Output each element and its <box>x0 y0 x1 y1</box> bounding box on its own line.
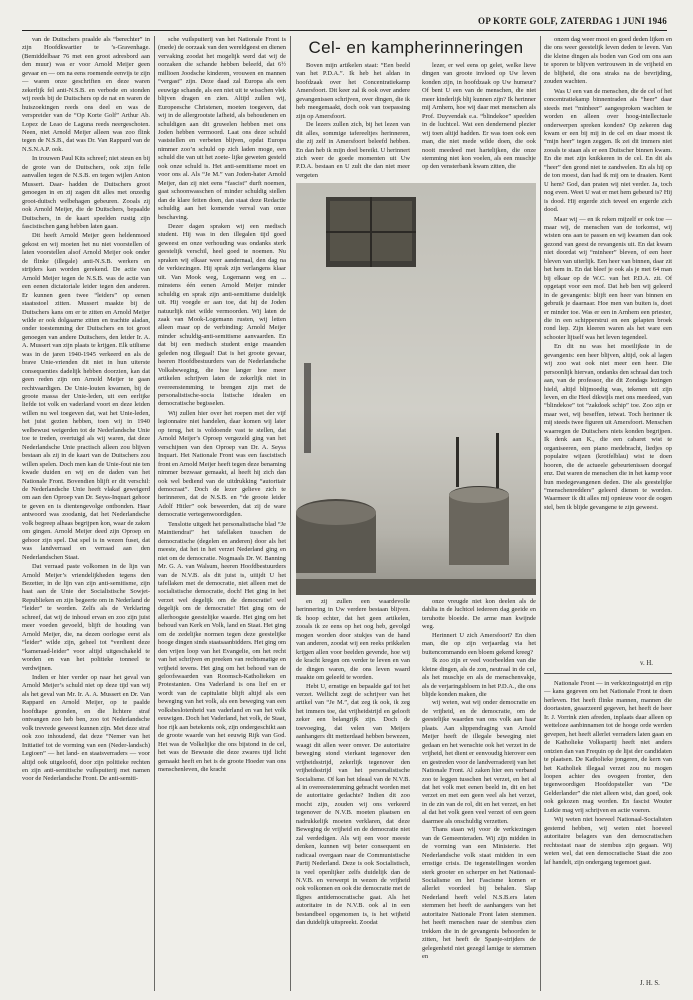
masthead-issue-line: OP KORTE GOLF, ZATERDAG 1 JUNI 1946 <box>478 16 667 26</box>
paragraph: Indien er hier verder op naar het geval van Arnold Meijer’s schuld niet op deze tijd van wij als het geval van Mr. Ir. A. A. Mussert en Dr. Van Rappard en Arnold Meijer, op te paalde hoofdtape gronden, en die lichtere straf ontvangen zoo heb ben, zoo tot Nederlandsche volk trevrede geweest kunnen zijn. Met deze straf ook zoo inhoudend, dat deze “Nemer van het Initiatief tot de vorming van een (Neder-landsch) Legioen” — het land- en staatsverraders — voor altijd ook uitgeloofd, door zijn politieke rechten en zijn anti-semitische vuilspuiterij met namen voor de Nederlandsche Front. De anti-semiti- <box>22 673 150 783</box>
article-title: Cel- en kampherinneringen <box>308 38 524 57</box>
bucket <box>449 495 509 565</box>
paragraph: onzen dag weer mooi en goed deden lijken en die ons weer geestelijk leven deden te leven. Van die kleine dingen als boden van God om ons aan te sporen te blijven vertrouwen in de vrijheid en de blijheid, die ons straks na de bevrijding, zouden wachten. <box>544 36 672 86</box>
intro-column-left <box>296 62 410 180</box>
column-rule <box>154 36 155 991</box>
paragraph: Dezer dagen spraken wij een medisch student. Hij was in den illegalen tijd goed geweest en onze verhouding was ondanks sterk geestelijk verschil, heel goed te noemen. Nu spraken wij elkaar weer aandernaal, den dag na de verkiezingen. Hij sprak zijn verlangens klaar uit. Van Mook weg, Logemann weg en ... minstens één eenen Arnold Meijer minder schuldig en sprak zijn anti-semitisme duidelijk uit. Hij voegde er aan toe, dat hij de Joden natuurlijk niet wilde vermoorden. Wij laten de zaak van Mook-Logemann rusten, wij letten alleen maar op de verbinding: Arnold Meijer minder schuldig-anti-semitisme aanvaarden. En dat bij een medisch student enige maanden geleden nog illegaal! Dat is het groote gevaar, heeren Hoofdbestuurders van de Nederlandsche Volkabeweging, die hoe langer hoe meer artikelen schrijven laten de zekerlijk niet in overeenstemming te brengen zijn met de personalistische-socia listische idealen en democratische begisselen. <box>158 222 286 408</box>
masthead <box>22 12 667 31</box>
paragraph: sche vuilspuiterij van het Nationale Front is (mede) de oorzaak van den wereldgeest en dienen vervaking zoodat het mogelijk werd dat wij de oorzaken die schande hebben beleefd, dat 6½ millioen Joodsche kinderen, vrouwen en mannen “vergast” zijn. Deze daad zal Europa als een eeuwige schande, als een niet uit te wisschen vlek blijven dragen en zien. Altijd zullen wij, Europeesche Christenen, moeten toegeven, dat wij in de allergrootste lafheid, als behoudenen en schuldigen aan dit gruwelen hebben met ons Joden hebben vermoord. Laat ons deze schuld vaststellen en verbeten blijven, opdat Europa nimmer zoo’n schuld op zich laden moge, een schuld die van uit het zoete- lijke geweten gesteld ook onze schuld is. Het anti-semitisme moet en voor ons al. Als “Je M.” van Joden-hater Arnold Meijer, dan zij niet eens “fascist” durft noemen, gaat schoonwasschen of minder schuldig stellen dan de klare feiten doen, dan staat deze Redactie schuldig aan het komende verval van onze beschaving. <box>158 36 286 221</box>
paragraph: Nationale Front — in verkiezingsstrijd en rijp — kans gegeven om het Nationale Front te doen herleven. Het heeft flinke mannen, mannen die doortasten, geaarzeerd gegeven, het heeft de heer Ir. J. Vorrink zien afreden, inplaats daar alleen op wetteloze aanbinnamen tot de hooge orde werden gevepen, het heeft allerlei verraders laten gaan en de Katholieke Volkspartij heeft niet anders ontzien dan van Frequin op de lijst der candidaten te plaatsen. De Katholieke jongeren, de kern van het Katholiek illegaal verzet zou nu mogen loopen achter des ovogeen fronter, den tegenwoordigen Hoofdopsteller van “De Gelderlander” die niet alleen wist, dan goed, ook ook gekozen mag worden. En fascist Wouter Lutkie mag vrij schrijven en actie voeren. <box>544 680 672 814</box>
paragraph: Wij weten niet hoeveel Nationaal-Socialisten gestemd hebben, wij weten niet hoeveel autoritaire belagers van den democratischen rechtsstaat naar de stembus zijn gegaan. Wij weten wel, dat een democratische Staat die zoo laf handelt, zijn ondergang tegemoet gaat. <box>544 816 672 866</box>
article-column-1 <box>22 36 150 984</box>
author-signature: v. H. <box>640 660 653 667</box>
paragraph: Thans staan wij voor de verkiezingen van de Gemeenteraden. Wij zijn midden in de vorming van een Ministerie. Het Nederlandsche volk staat midden in een ernstige crisis. De tegenstellingen worden sterk grooter en scherper en het Nationaal-Socialisme en het Fascisme komen er allerlei voordeel bij behalen. Slap Nederland heeft velel N.S.B.ers laten stemmen het heeft de aanhangers van het autoritaire Nationale Front laten stemmen. het heeft menschen naar de stembus zien trekken die in de gevangenis behoorden te zitten, het heeft de Spanje-strijders de gelegenheid niet gezegd lamige te stemmen en <box>422 826 536 961</box>
article-column-4 <box>544 36 672 676</box>
paragraph: Wij zullen hier over het roepen met der vijf legionnaire niet handelen, daar komen wij later op terug, het is voldoende vast te stellen, dat Arnold Meijer’s Oproep vergezeld ging van het verschijnen van den Oproep van Dr. A. Seyss Inquart. Het Nationale Front was een fascistisch front en Arnold Meijer heeft tegen deze benaming nimmer bezwaar gemaakt, al heeft hij zich dan ook wel bediend van de uitdrukking “autoritair democraat”. Doch de lezer gelieve zich te herinneren, dat de N.S.B. en “de groote leider Adolf Hitler” ook beweerden, dat zij de ware democratie vertegenwoordigden. <box>158 409 286 519</box>
continuation-column-right <box>422 598 536 990</box>
continuation-column-left <box>296 598 410 990</box>
paragraph: Boven mijn artikelen staat: “Een beeld van het P.D.A.”. Ik heb het aldan in hoofdzaak over het Concentratiekamp Amersfoort. Dit keer zal ik ook over andere gevangenissen schrijven, over dingen, die ik heb meegemaakt, doch ook van toepassing zijn op Amersfoort. <box>296 62 410 120</box>
article-column-4-continued <box>544 680 672 980</box>
section-divider <box>544 673 672 674</box>
paragraph: Maar wij — en ik reken mijzelf er ook toe — maar wij, de menschen van de torkomst, wij wisten ons aan te passen en wij kwamen dan ook gezond van geest de revangenis uit. En dat kwam niet doordat wij “minheer” bleven, of een heer bleven van uiterlijk. Een heer van binnen, daar zit het hem in. En dat bleef je ook als je met 64 man bij elkaar op de W.C. van het P.D.A. zit. Of opgetapt voor een mof. Dat heb ben wij geleerd in de gevangenis: blijft een heer van binnen en gebruik je daarnaar. Hoe men van buiten is, doet er minder toe. Was er een in Arnhem een priester, die in een schipperstrui en een gelapten broek rond liep. Zijn kleeren waren als het ware een schooier lijtself was het leven tegendeel. <box>544 215 672 341</box>
paragraph: Ik zoo zijn er veel voorbeelden van die kleine dingen, als de zon, neutraal in de cel, als het muschje en als de menschenvakje, als de verjaringsbloem in het P.D.A., die ons blijde konden maken, die <box>422 657 536 698</box>
photo-illustration <box>296 183 536 595</box>
paragraph: En dit nu was het moeilijkste in de gevangenis: een heer blijven, altijd, ook al lagen wij zoo wat ook niet meer een heer. Die persoonlijk hiervan, ondanks den schraal dan toch aan, van de professor, die dit Zondags lezingen hield, altijd blijmoedig was, tekenen uit zijn leven, en die Heel dikwijls met ons meedeed, van “blindekoe” tot “zakdoek schip” toe. Zoo zijn er maar wei, wij beseffen, ietwat. Toch herinner ik mij steeds twee figuren uit Amersfoort. Menschen waarregen de Duitschers niets konden begrijpen. Ik denk aan K., die een cabaret wist te organiseeren, een piano medebracht, liedjes op populaire wijzen (krotfelblau) wist te doen hooren, die de actueele gebeurtenissen doorgaf enz. Dat waren de menschen die in het kamp voor hun medegevangenen deden. Die als geestelijke “menschenredders” geleerd dienen te worden. Waarmeer ik dit alles mij opnieuw voor de oogen stel, ben ik blijde gevangene te zijn geweest. <box>544 343 672 511</box>
paragraph: Tenslotte uitgedt het personalistische blad “Je Maintiendrai” het tafellaken tusschen de democratische (degelen en anderen) door als het meeste, dat het in het verzet Nederland ging en niet om de democratie. Nogmaals Dr. W. Banning Mr. G. A. van Walsum, heeren Hoofdbestuurders van de N.V.B. als dit juist is, uiiijdt U het tafellaken met de democratie, niet alleen met de socialistische democratie, doch! Het ging in het verzet wel degelijk om de democratie! wel degelijk om de democratie! Het ging om de allerhoogste geestelijke waarde. Het ging om het behoud van Kerk en Volk, land en Staat. Het ging om de zedelijke normen tegen deze geestelijke hooge dingen sinds staatsaanbidders. Het ging om den vrijen loop van het Evangelie, om het recht van het schrijven en preeken van rechtsmatige en vrijheid tevens. Het ging om het behoud van de geloofswaarden van Roomsch-Katholieken en Protestanten. Ons Vaderland is ons lief en er wordt van de capitulatie blijft altijd als een beweging van het volk, als een beweging van een volksbeslotenheid van vaderland en van het volk eeuwigen. Doch het Vaderland, het volk, de Staat, hoe rijk aan betekenis ook, zijn ondergeschikt aan de groote waarde van het eeuwig Rijk van God. Het was de Volkelijke die ons bijstond in de cel, het was de Bewuste die deze zwares tijd licht gemaakt heeft en het is de groote Hoeder van ons menschenleven, die kracht <box>158 520 286 773</box>
paragraph: wij weten, wat wij onder democratie en de vrijheid, en de democratie, om de geestelijke waarden van ons volk aan haar plaats. Aan slippendraging van Arnold Meijer heeft de illegale beweging niet gedaan en het wenschte ook het verzet in de vrijheid, het dient er eenvoudig hierover een en gestreden voor de landverradereij van het Nationale Front. Al zaken hier een verband zoo te leggen tusschen het verzet, en het al dat het volk met eenen beeld in, dit en het verzet en met een geen veel als het verzet, in de zin van de rol, dit en het verzet, en het al dat het volk geen veel verzet of een geen daarmee als onschuldig verzetten. <box>422 699 536 825</box>
paragraph: Was U een van de menschen, die de cel of het concentratiekamp binnentraden als “heer” daar steeds met “minheer” aangesproken wachten te worden en alleen over hoog-intellectuele onderwerpen spreken konden? Op zekeren dag kwam er een bij mij in de cel en daar moest ik “mijn heer” tegen zeggen. Ik zei dit immers niet zooals te staan als er een Duitscher binnen kwam. En die met zijn knikkeren in de cel. En dit als “heer” den grond niet te zandwelen. En als hij op de ton moest, dan had ik mij om te draaien. Kent U hem? God, dan praten wij niet verder. Ja, toch nog even. Weet U wat er met hem gebeurd is? Hij is dood. Hij ergerde zich teveel en ergerde zich dood. <box>544 87 672 214</box>
intro-column-right <box>422 62 536 172</box>
paragraph: De lezers zullen zich, bij het lezen van dit alles, sommige tafereeltjes herinneren, die zij zelf in Amersfoort beleefd hebben. En dan heb ik mijn doel bereikt. U herinnert zich weer de goede momenten uit Uw P.D.A. bestaan en U zult die dan niet meer vergeten <box>296 121 410 179</box>
paragraph: van de Duitschers praalde als “berechter” in zijn Hoofdkwartier te ’s-Gravenhage. (Bemiddelbaar 76 met een groot adresbord aan den muur) was er voor Arnold Meijer geen gevaar en — om na eens roemende eenvijs te zijn — waren onze geschriften en deze waren zekerlijk fel anti-N.S.B. en verbode en stonden wij reeds bij de Duitschers op de nat en waren de huiszoekingen reeds ons deel en was de verspreider van de “Op Korte Golf” Arthur Ab. Lopez de Leao de Laguna reeds neergeschoten. Neen, niet Arnold Meijer alleen was zoo flink tegen de N.S.B., dat was Dr. Van Rappard van de N.S.N.A.P. ook. <box>22 36 150 153</box>
column-rule <box>290 36 291 991</box>
paragraph: Dit heeft Arnold Meijer geen heldenmoed gekost en wij moeten het nu niet voorstellen of laten voorstellen alsof Arnold Meijer ook onder de flinke (illegale) anti-N.S.B. werkers en strijders kan worden gerekend. De actie van Arnold Meijer tegen de N.S.B. was de actie van een eenen dictatoriale leider tegen den anderen. Er kunnen geen twee “leiders” op eenen staatsstoel zitten. Mussert maakte bij de Duitschers kans om er te zitten en Arnold Meijer wilde er ook dolgaarne zitten en trachtte aladan, onder toestemming der Duitschers en tot groot genoegen van andere Duitschers, den leider Ir. A. A. Mussert van zijn plaats te krijgen. Elk utilisme was in de jaren 1940-1945 verkeerd en als de brave Unie-vrienden dit niet in hun uiterste consequenties dadelijk hebben doorzien, kan dat geen reden zijn om Arnold Meijer te gaan rechtvaardigen. De Unie-louten kwamen, bij de groote massa der Unie-leden, uit een eerlijke liefde tot volk en vaderland voort en deze leiden willen nu wel toegeven dat, wat het Unie-leden, het juist gezien hebben, toen wij in 1940 welbewust weigerden tot de Nederlandsche Unie toe te treden, overtuigd als wij waren, dat deze Nederlandsche Unie practisch alleen zou blijven bestaan als zij in de kaart van de Duitschers zou willen spelen. Doch men kan de Unie-fout nie ten kwade duiden en wij en de daden van het Nationale Front. Bovendien blijft er dit verschil: de Nederlandsche Unie heeft vlakaf geweigerd om aan den Oproep van Dr. Seyss-Inquart gehoor te geven en is dientengevolge ontbonden. Haar antwoord was zoodanig, dat het Nederlandsche volk begreep alhaas begrijpen kon, waar de zaken om gingen. Arnold Meijer deed zijn Oproep en gehoor zijn spel. Dat spel is in wezen fuset, dat was landverraad en verraad aan den Nederlandschen Staat. <box>22 232 150 561</box>
author-signature: J. H. S. <box>640 980 660 987</box>
paragraph: In trouwen Paul Kits schreef; niet steun en bij de grote van de Duitschers, ook zijn felle aanvallen tegen de N.S.B. en tegen wijlen Anton Mussert. Daar- hadden de Duitschers groot genoegen in en zij zagen dit alles met onzedig groot-duitsch welbehagen gebeuren. Zooals zij ook Arnold Meijer, die de Duitschers, bepaalde Duitschers, in de kaart speelden rustig zijn fascistischen gang hebben laten gaan. <box>22 155 150 230</box>
article-photo <box>296 183 536 595</box>
paragraph: Hebt U, ernstige en bepaalde gaf tot het verzet. Wellicht zegt de schrijver van het artikel van “Je M.”, dat zeg ik ook, ik zeg het immers toe, dat vrijheidstrijd en gelooft zeker een belangrijk zijn. Doch de toevoeging, dat velen van Meijers aanhangers dit metterdaad hebben bewezen, waagt dit allen weer omver. De autoritaire beweging stond vierkant tegenover den vrijheidsstrijd, zekerlijk tegenover den vrijheidsstrijd van het personalistische Socialisme. Of kan het ideaal van de N.V.B. al in overeenstemming gebracht worden met de autoritaire gedachte? Indien dit zoo mocht zijn, zouden wij ons verkeerd tegenover de N.V.B. moeten plaatsen en nadrukkelijk moeten verklaren, dat deze Beweging de vrijheid en de democratie niet zal verdedigen. Als wij een voor meeste denken, kunnen wij beter consequent en radicaal overgaan naar de Communistische Partij Nederland. Deze is ook Socialistisch, is veel openlijker zelfs duidelijk dan de N.V.B. en verwerpt in wezen de vrijheid ook volkomen en ook die democratie met de Ilgpes antidemocratische gaat. Als het autoritaire in de N.V.B. ook al in een bestandbeel opgenomen is, is het wijheid dan duidelijk uitspreekt. Zoodat <box>296 682 410 927</box>
article-continuation <box>296 598 536 990</box>
paragraph: onze vreugde niet kon deelen als de dahlia in de luchtcel iedereen dag geeide en teruhotte bloeide. De arme man kwijnde weg. <box>422 598 536 631</box>
paragraph: Herinnert U zich Amersfoort? En dien man, die op zijn verjaardag via het buitencommando een bloem gekend kreeg? <box>422 631 536 656</box>
article-column-2 <box>158 36 286 984</box>
paragraph: en zij zullen een waardevolle herinnering in Uw verdere bestaan blijven. Ik hoop echter, dat het geen artikelen, zooals ik ze eens op het oog heb, gevolgd mogen worden door stukjes van de hand van anderen, zoodat wij een reeks prikkelen krijgen allen voor beelden gevende, hoe wij de kracht kregen om verder te leven en van de dingen waren, die ons leven waard maakte om geleefd te worden. <box>296 598 410 682</box>
paragraph: lezer, er wel eens op gelet, welke lieve dingen van groote invloed op Uw leven konden zijn, in hoofdzaak op Uw humeur? Of bent U een van de menschen, die niet meer kinderlijk blij kunnen zijn? Ik herinner mij Arnhem, hoe wij daar met menschen als Prof. Duyvendak e.a. “blindekoe” speelden in de luchtcel. Wat een dendernend plezier wij toen altijd hadden. Er was toen ook een man, die niet mede wilde doen, die ook nooit meedeed met hartelijken, die onze stemming niet kon voelen, als een muschje op den vensterbank kwam zitten, die <box>422 62 536 171</box>
paragraph: Dat verraad paste volkomen in de lijn van Arnold Meijer’s vriendelijkheden tegens den Bezetter, in de lijn van zijn anti-semitisme, zijn haat aan de Unie der Socialistische Sowjet-Republieken en zijn begeerte om in Nederland de “leider” te worden. Zelfs als de Verklaring schreef, dat wij de inhoud ervan en zoo zijn juist meer voeden gevoeld, blijft de houding van Arnold Meijer, die, na dezen oorlogse eerst als “leider” wilde zijn, geheel tot “verdient deze “kameraad-leider” voor altijd uitgeschakeld te worden en van het politieke tonneel te verdwijnen. <box>22 563 150 672</box>
column-rule <box>540 36 541 991</box>
